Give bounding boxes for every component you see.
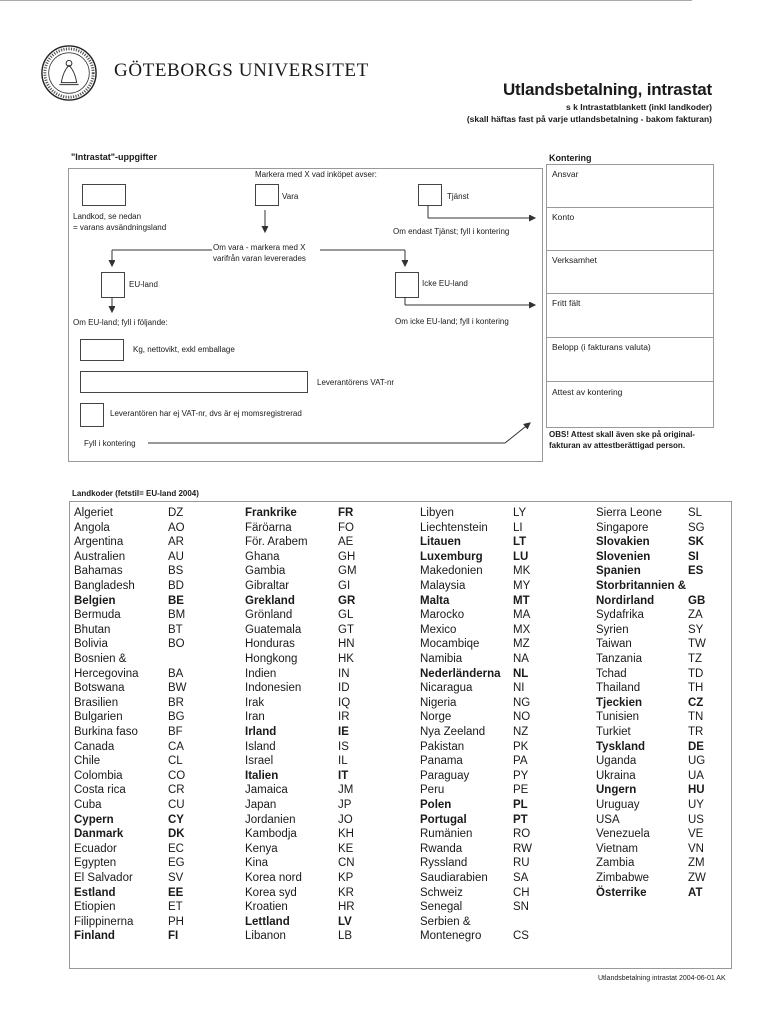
country-name: Frankrike: [245, 507, 297, 519]
country-name: Israel: [245, 755, 274, 768]
country-name: Paraguay: [420, 769, 470, 782]
country-name: Irland: [245, 726, 277, 738]
country-name: Kina: [245, 857, 269, 870]
country-code: BS: [168, 565, 184, 578]
country-name: Brasilien: [74, 696, 119, 709]
country-name: Ecuador: [74, 842, 117, 855]
country-name: Libyen: [420, 507, 454, 519]
country-name: Kambodja: [245, 828, 297, 841]
country-code: NG: [513, 696, 531, 709]
country-code: NZ: [513, 726, 529, 738]
fyll-i-kontering-label: Fyll i kontering: [84, 439, 136, 448]
country-name: Tjeckien: [596, 696, 643, 709]
belopp-field[interactable]: [546, 337, 714, 382]
country-name: Vietnam: [596, 842, 638, 855]
country-code: SY: [688, 623, 704, 636]
country-code: ZM: [688, 857, 705, 870]
country-name: Italien: [245, 769, 279, 782]
country-code: GB: [688, 594, 706, 607]
country-code: AU: [168, 550, 184, 563]
country-name: Senegal: [420, 901, 463, 914]
country-name: Burkina faso: [74, 726, 138, 738]
country-code: RU: [513, 857, 530, 870]
country-name: Angola: [74, 521, 110, 534]
country-name: Danmark: [74, 828, 124, 841]
country-code: ZA: [688, 609, 703, 622]
country-code: EE: [168, 886, 184, 899]
country-name: Bhutan: [74, 623, 111, 636]
country-name: Ghana: [245, 550, 280, 563]
konto-field[interactable]: [546, 207, 714, 251]
country-name: Estland: [74, 886, 116, 899]
country-code: MT: [513, 594, 530, 607]
icke-eu-land-label: Icke EU-land: [422, 279, 468, 288]
country-name: Finland: [74, 930, 115, 943]
country-code: TR: [688, 726, 704, 738]
country-name: Indonesien: [245, 682, 302, 695]
country-code: LI: [513, 521, 523, 534]
country-code: BD: [168, 580, 184, 592]
country-code: GL: [338, 609, 354, 622]
landkoder-title: Landkoder (fetstil= EU-land 2004): [72, 489, 199, 498]
om-icke-eu-label: Om icke EU-land; fyll i kontering: [395, 317, 509, 326]
country-code: PK: [513, 740, 529, 753]
country-code: CH: [513, 886, 530, 899]
country-code: VE: [688, 828, 704, 841]
country-code: GI: [338, 580, 351, 592]
om-endast-tjanst-label: Om endast Tjänst; fyll i kontering: [393, 227, 510, 236]
country-name: Bosnien &: [74, 653, 127, 665]
country-name: Nordirland: [596, 594, 655, 607]
fritt-falt-field[interactable]: [546, 293, 714, 338]
om-eu-land-label: Om EU-land; fyll i följande:: [73, 318, 168, 327]
country-name: Luxemburg: [420, 550, 483, 563]
country-name: El Salvador: [74, 872, 133, 884]
country-code: NO: [513, 711, 531, 724]
country-name: Egypten: [74, 857, 117, 870]
ansvar-field[interactable]: [546, 164, 714, 208]
konto-label: Konto: [552, 212, 575, 222]
page-title: Utlandsbetalning, intrastat: [502, 80, 712, 99]
country-name: Storbritannien &: [596, 580, 687, 592]
country-name: Cuba: [74, 799, 102, 811]
country-code: AT: [688, 886, 703, 899]
country-code: TN: [688, 711, 704, 724]
country-code: NI: [513, 682, 525, 695]
country-code: GM: [338, 565, 357, 578]
country-code: PE: [513, 784, 529, 797]
country-code: FI: [168, 930, 179, 943]
university-name: GÖTEBORGS UNIVERSITET: [114, 60, 369, 81]
country-code: IL: [338, 755, 348, 768]
country-name: Polen: [420, 799, 452, 811]
country-name: Etiopien: [74, 901, 116, 914]
country-code: SN: [513, 901, 529, 914]
country-code: DE: [688, 740, 704, 753]
country-name: Taiwan: [596, 638, 632, 651]
country-name: Slovakien: [596, 536, 650, 549]
country-name: Färöarna: [245, 521, 292, 534]
country-name: Irak: [245, 696, 265, 709]
landkod-label-2: = varans avsändningsland: [73, 223, 167, 232]
country-code: BA: [168, 667, 184, 680]
obs-line-1: OBS! Attest skall även ske på original-: [549, 430, 695, 439]
country-code: HR: [338, 901, 355, 914]
country-name: Nicaragua: [420, 682, 473, 695]
country-code: MK: [513, 565, 531, 578]
ansvar-label: Ansvar: [552, 169, 579, 179]
country-code: FO: [338, 521, 354, 534]
country-code: EG: [168, 857, 185, 870]
tjanst-label: Tjänst: [447, 192, 469, 201]
country-code: BE: [168, 594, 184, 607]
country-name: För. Arabem: [245, 536, 308, 549]
country-code: JM: [338, 784, 354, 797]
country-name: Rwanda: [420, 842, 463, 855]
country-code: DK: [168, 828, 185, 841]
fritt-falt-label: Fritt fält: [552, 298, 581, 308]
country-code: BM: [168, 609, 186, 622]
country-name: Island: [245, 740, 276, 753]
om-vara-label-1: Om vara - markera med X: [213, 243, 306, 252]
country-code: ET: [168, 901, 183, 914]
country-name: Colombia: [74, 769, 123, 782]
country-code: SG: [688, 521, 705, 534]
country-name: Lettland: [245, 915, 290, 928]
country-code: ZW: [688, 872, 706, 884]
country-code: IN: [338, 667, 350, 680]
kg-label: Kg, nettovikt, exkl emballage: [133, 345, 235, 354]
country-code: UY: [688, 799, 704, 811]
country-code: GT: [338, 623, 354, 636]
country-code: CN: [338, 857, 355, 870]
country-code: CY: [168, 813, 184, 826]
country-name: Iran: [245, 711, 265, 724]
country-code: KH: [338, 828, 354, 841]
country-name: Peru: [420, 784, 445, 797]
country-code: HK: [338, 653, 354, 665]
country-code: KE: [338, 842, 354, 855]
country-code: NL: [513, 667, 529, 680]
country-name: Jordanien: [245, 813, 296, 826]
verksamhet-field[interactable]: [546, 250, 714, 294]
om-vara-label-2: varifrån varan levererades: [213, 254, 306, 263]
country-code: AE: [338, 536, 354, 549]
country-code: SI: [688, 550, 699, 563]
country-code: JO: [338, 813, 353, 826]
country-code: MX: [513, 623, 531, 636]
country-name: Korea nord: [245, 872, 302, 884]
country-name: Sydafrika: [596, 609, 644, 622]
country-name: Chile: [74, 755, 101, 768]
vat-label: Leverantörens VAT-nr: [317, 378, 395, 387]
country-name: Malta: [420, 594, 450, 607]
country-name: Singapore: [596, 521, 649, 534]
country-name: Schweiz: [420, 886, 463, 899]
landkod-label-1: Landkod, se nedan: [73, 212, 142, 221]
country-code: PY: [513, 769, 529, 782]
vara-label: Vara: [282, 192, 299, 201]
country-name: Zambia: [596, 857, 635, 870]
country-name: Thailand: [596, 682, 641, 695]
country-code: RW: [513, 842, 532, 855]
country-code: CR: [168, 784, 185, 797]
country-code: IR: [338, 711, 350, 724]
country-code: IT: [338, 769, 349, 782]
country-name: Syrien: [596, 623, 629, 636]
country-code: IE: [338, 726, 349, 738]
country-code: AR: [168, 536, 184, 549]
intrastat-section-title: "Intrastat"-uppgifter: [71, 152, 158, 162]
country-code: UA: [688, 769, 704, 782]
country-code: NA: [513, 653, 529, 665]
country-code: ID: [338, 682, 350, 695]
country-code: LV: [338, 915, 352, 928]
country-code: CO: [168, 769, 186, 782]
country-name: Nya Zeeland: [420, 726, 486, 738]
country-name: Libanon: [245, 930, 286, 943]
country-code: ES: [688, 565, 704, 578]
country-code: VN: [688, 842, 704, 855]
country-code: BW: [168, 682, 187, 695]
eu-land-label: EU-land: [129, 280, 158, 289]
country-name: Rumänien: [420, 828, 473, 841]
country-name: Ryssland: [420, 857, 468, 870]
country-code: RO: [513, 828, 531, 841]
country-name: Bermuda: [74, 609, 121, 622]
country-code: DZ: [168, 507, 184, 519]
country-name: Costa rica: [74, 784, 126, 797]
country-name: Argentina: [74, 536, 124, 549]
country-name: Bahamas: [74, 565, 123, 578]
country-code: PT: [513, 813, 528, 826]
country-code: BR: [168, 696, 184, 709]
country-code: UG: [688, 755, 706, 768]
country-name: Pakistan: [420, 740, 465, 753]
ej-vat-label: Leverantören har ej VAT-nr, dvs är ej momsregistrerad: [110, 409, 302, 418]
country-code: HU: [688, 784, 705, 797]
country-code: CA: [168, 740, 184, 753]
country-name: Montenegro: [420, 930, 482, 943]
country-code: MZ: [513, 638, 530, 651]
country-name: Australien: [74, 550, 126, 563]
country-code: SK: [688, 536, 704, 549]
subtitle-line-2: (skall häftas fast på varje utlandsbetalning - bakom fakturan): [466, 114, 712, 124]
country-name: Spanien: [596, 565, 641, 578]
country-code: SV: [168, 872, 184, 884]
country-code: BG: [168, 711, 185, 724]
country-code: MA: [513, 609, 531, 622]
country-code: PH: [168, 915, 184, 928]
country-name: Honduras: [245, 638, 295, 651]
country-name: Ungern: [596, 784, 637, 797]
country-code: PA: [513, 755, 528, 768]
country-code: LT: [513, 536, 527, 549]
country-name: Jamaica: [245, 784, 288, 797]
country-name: Saudiarabien: [420, 872, 488, 884]
country-code: BF: [168, 726, 183, 738]
country-name: Japan: [245, 799, 277, 811]
country-code: KP: [338, 872, 354, 884]
country-code: TH: [688, 682, 704, 695]
country-name: Tyskland: [596, 740, 645, 753]
country-code: LY: [513, 507, 527, 519]
country-name: Canada: [74, 740, 115, 753]
country-name: Cypern: [74, 813, 114, 826]
country-name: Sierra Leone: [596, 507, 662, 519]
country-name: Zimbabwe: [596, 872, 650, 884]
country-name: Malaysia: [420, 580, 466, 592]
country-code: IQ: [338, 696, 351, 709]
country-code: GR: [338, 594, 356, 607]
country-code: LU: [513, 550, 529, 563]
country-code: KR: [338, 886, 354, 899]
country-name: Gambia: [245, 565, 286, 578]
country-name: Korea syd: [245, 886, 297, 899]
country-name: Panama: [420, 755, 463, 768]
country-name: Kroatien: [245, 901, 288, 914]
country-name: Serbien &: [420, 915, 471, 928]
country-name: Nederländerna: [420, 667, 501, 680]
country-name: Bulgarien: [74, 711, 123, 724]
country-name: Makedonien: [420, 565, 483, 578]
country-code: HN: [338, 638, 355, 651]
country-name: Slovenien: [596, 550, 651, 563]
country-name: Uganda: [596, 755, 637, 768]
country-name: Belgien: [74, 594, 116, 607]
country-name: Kenya: [245, 842, 278, 855]
country-name: Grönland: [245, 609, 293, 622]
belopp-label: Belopp (i fakturans valuta): [552, 342, 651, 352]
country-code: JP: [338, 799, 352, 811]
country-code: FR: [338, 507, 354, 519]
country-code: SL: [688, 507, 703, 519]
attest-label: Attest av kontering: [552, 387, 623, 397]
country-code: LB: [338, 930, 353, 943]
country-name: Bolivia: [74, 638, 108, 651]
country-code: US: [688, 813, 704, 826]
country-name: Hongkong: [245, 653, 298, 665]
country-name: Namibia: [420, 653, 463, 665]
country-name: Guatemala: [245, 623, 302, 636]
country-name: Venezuela: [596, 828, 650, 841]
attest-field[interactable]: [546, 381, 714, 428]
country-name: Uruguay: [596, 799, 640, 811]
country-name: Gibraltar: [245, 580, 290, 592]
country-code: MY: [513, 580, 531, 592]
country-name: Bangladesh: [74, 580, 135, 592]
country-name: Norge: [420, 711, 452, 724]
country-code: CU: [168, 799, 185, 811]
country-name: Turkiet: [596, 726, 631, 738]
mark-instruction: Markera med X vad inköpet avser:: [255, 170, 377, 179]
country-code: TD: [688, 667, 704, 680]
verksamhet-label: Verksamhet: [552, 255, 597, 265]
kontering-title: Kontering: [549, 153, 592, 163]
country-name: USA: [596, 813, 620, 826]
country-code: BO: [168, 638, 185, 651]
country-name: Ukraina: [596, 769, 636, 782]
obs-line-2: fakturan av attestberättigad person.: [549, 441, 686, 450]
country-code: EC: [168, 842, 184, 855]
country-name: Marocko: [420, 609, 465, 622]
country-name: Botswana: [74, 682, 125, 695]
subtitle-line-1: s k Intrastatblankett (inkl landkoder): [566, 102, 712, 112]
country-name: Liechtenstein: [420, 521, 488, 534]
country-name: Tchad: [596, 667, 627, 680]
country-code: PL: [513, 799, 528, 811]
country-name: Portugal: [420, 813, 467, 826]
country-code: CS: [513, 930, 529, 943]
country-code: IS: [338, 740, 349, 753]
country-name: Indien: [245, 667, 277, 680]
country-name: Litauen: [420, 536, 461, 549]
country-code: CZ: [688, 696, 704, 709]
country-name: Tanzania: [596, 653, 643, 665]
country-code: SA: [513, 872, 529, 884]
country-name: Österrike: [596, 886, 647, 899]
country-name: Hercegovina: [74, 667, 139, 680]
country-code: BT: [168, 623, 183, 636]
country-name: Nigeria: [420, 696, 457, 709]
country-name: Algeriet: [74, 507, 113, 519]
footer-note: Utlandsbetalning intrastat 2004-06-01 AK: [598, 975, 726, 982]
country-name: Filippinerna: [74, 915, 134, 928]
country-code: CL: [168, 755, 183, 768]
country-code: AO: [168, 521, 185, 534]
country-code: GH: [338, 550, 356, 563]
country-name: Tunisien: [596, 711, 640, 724]
country-name: Grekland: [245, 594, 295, 607]
country-code: TZ: [688, 653, 703, 665]
country-code: TW: [688, 638, 706, 651]
country-name: Mocambiqe: [420, 638, 480, 651]
country-name: Mexico: [420, 623, 457, 636]
